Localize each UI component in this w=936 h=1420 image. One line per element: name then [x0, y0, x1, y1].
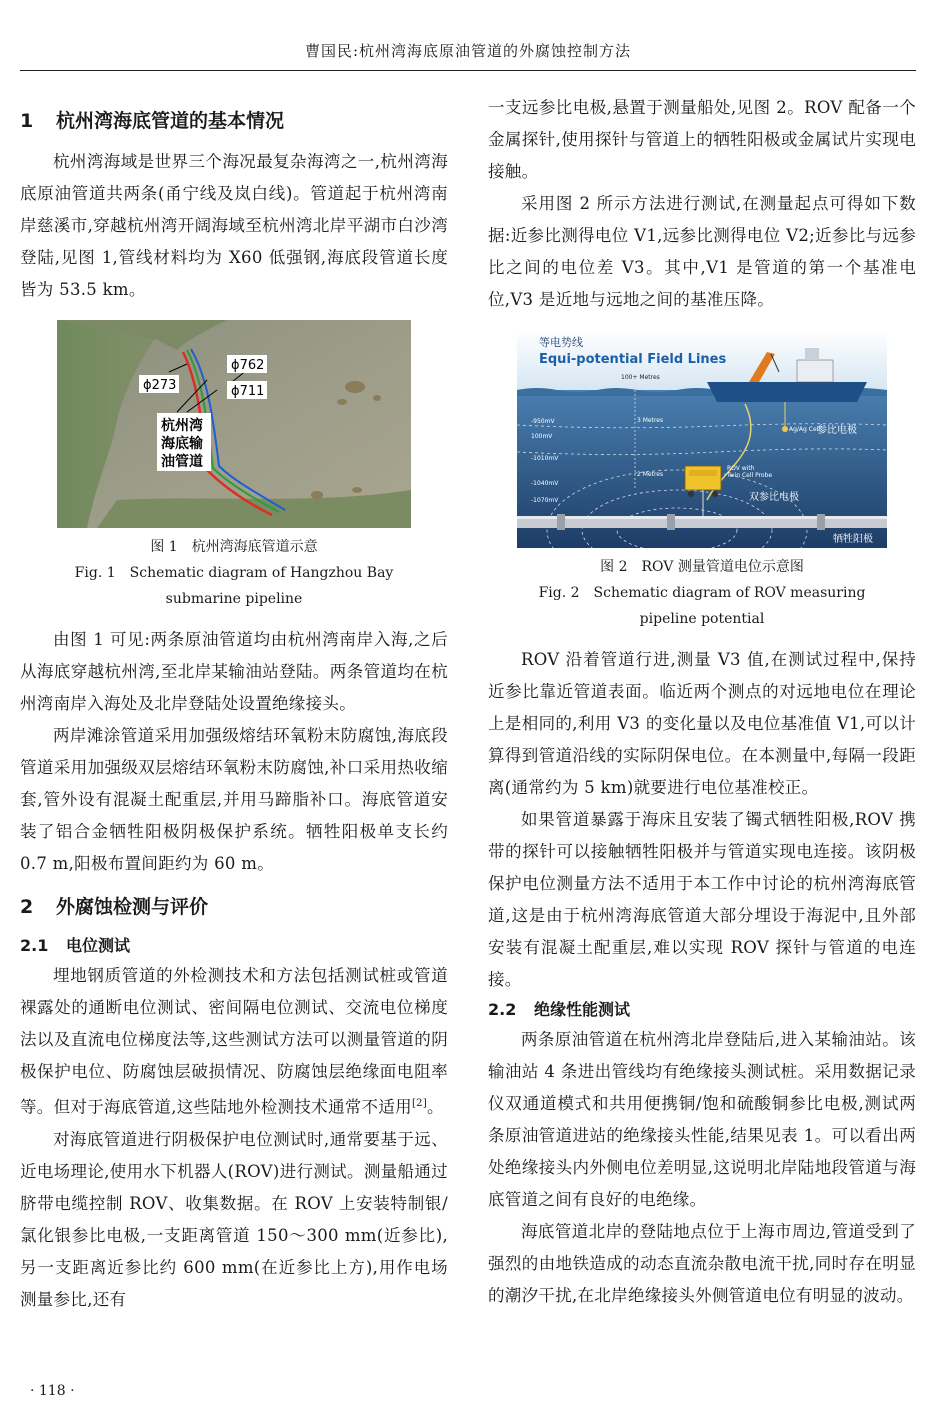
subsection-title: 电位测试	[66, 936, 131, 955]
section-1-heading	[20, 106, 448, 136]
running-header: 曹国民:杭州湾海底原油管道的外腐蚀控制方法	[304, 42, 632, 60]
paragraph: 对海底管道进行阴极保护电位测试时,通常要基于远、近电场理论,使用水下机器人(ROV)进行测试。测量船通过脐带电缆控制 ROV、收集数据。在 ROV 上安装特制银/氯化银参比电极,一支距离管道 150～300 mm(近参比),另一支距离近参比约 600 mm(在近参比上方),用作电场测量参比,还有	[20, 1129, 448, 1309]
label-phi762: ϕ762	[231, 358, 265, 373]
page-number: · 118 ·	[30, 1383, 75, 1399]
label-phi273: ϕ273	[143, 378, 177, 393]
figure-1-caption-cn: 图 1 杭州湾海底管道示意	[150, 539, 318, 555]
figure-2-caption-en: Fig. 2 Schematic diagram of ROV measuring pipeline potential	[538, 585, 866, 627]
mv-label: -1010mV	[531, 455, 559, 462]
anode-label: 牺牲阳极	[833, 534, 873, 545]
depth-label: 100+ Metres	[621, 374, 660, 381]
figure-2-caption-cn: 图 2 ROV 测量管道电位示意图	[600, 559, 804, 575]
m-label: 3 Metres	[637, 417, 664, 424]
label-phi711: ϕ711	[231, 384, 265, 399]
paragraph: 两条原油管道在杭州湾北岸登陆后,进入某输油站。该输油站 4 条进出管线均有绝缘接头测试桩。采用数据记录仪双通道模式和共用便携铜/饱和硫酸铜参比电极,测试两条原油管道进站的绝缘接头性能,结果见表 1。可以看出两处绝缘接头内外侧电位差明显,这说明北岸陆地段管道与海底管道之间有良好的电绝缘。	[488, 1030, 916, 1209]
subsection-number: 2.1	[20, 936, 49, 955]
paragraph: 一支远参比电极,悬置于测量船处,见图 2。ROV 配备一个金属探针,使用探针与管道上的牺牲阳极或金属试片实现电接触。	[488, 98, 916, 181]
rov-label: ROV with	[727, 465, 755, 472]
map-box-line: 海底输	[161, 436, 203, 452]
left-column	[20, 92, 448, 1316]
m-label: 100mV	[531, 433, 553, 440]
figure-1-map	[57, 320, 411, 528]
mv-label: -950mV	[531, 418, 555, 425]
subsection-2-2-heading	[488, 996, 916, 1024]
m-label: 2 Metres	[637, 471, 664, 478]
paragraph-text: 埋地钢质管道的外检测技术和方法包括测试桩或管道裸露处的通断电位测试、密间隔电位测试、交流电位梯度法以及直流电位梯度法等,这些测试方法可以测量管道的阴极保护电位、防腐蚀层破损情况、防腐蚀层绝缘面电阻率等。但对于海底管道,这些陆地外检测技术通常不适用	[20, 966, 448, 1117]
subsection-2-1-heading	[20, 932, 448, 960]
paragraph: ROV 沿着管道行进,测量 V3 值,在测试过程中,保持近参比靠近管道表面。临近两个测点的对远地电位在理论上是相同的,利用 V3 的变化量以及电位基准值 V1,可以计算得到管道沿线的实际阴保电位。在本测量中,每隔一段距离(通常约为 5 km)就要进行电位基准校正。	[488, 650, 916, 797]
section-title: 杭州湾海底管道的基本情况	[56, 110, 285, 132]
section-2-heading	[20, 892, 448, 922]
paragraph: 海底管道北岸的登陆地点位于上海市周边,管道受到了强烈的由地铁造成的动态直流杂散电流干扰,同时存在明显的潮汐干扰,在北岸绝缘接头外侧管道电位有明显的波动。	[488, 1222, 916, 1305]
far-ref-label: 参比电极	[817, 425, 857, 436]
rov-label: Twin Cell Probe	[727, 472, 773, 479]
legend-title-cn: 等电势线	[539, 336, 583, 349]
map-box-line: 油管道	[161, 454, 203, 470]
rov-body	[685, 466, 721, 490]
paragraph: 由图 1 可见:两条原油管道均由杭州湾南岸入海,之后从海底穿越杭州湾,至北岸某输油站登陆。两条管道均在杭州湾南岸入海处及北岸登陆处设置绝缘接头。	[20, 630, 448, 713]
figure-2-diagram	[517, 330, 887, 548]
rov-field-diagram	[517, 330, 887, 548]
mv-label: -1070mV	[531, 497, 559, 504]
survey-ship-hull	[707, 382, 867, 402]
paragraph: 两岸滩涂管道采用加强级熔结环氧粉末防腐蚀,海底段管道采用加强级双层熔结环氧粉末防腐蚀,补口采用热收缩套,管外设有混凝土配重层,并用马蹄脂补口。海底管道安装了铝合金牺牲阳极阴极保护系统。牺牲阳极单支长约 0.7 m,阳极布置间距约为 60 m。	[20, 726, 448, 873]
header-rule	[20, 70, 916, 71]
subsection-title: 绝缘性能测试	[534, 1000, 631, 1019]
mv-label: -1040mV	[531, 480, 559, 487]
citation-ref: [2]	[411, 1098, 428, 1109]
paragraph: 杭州湾海域是世界三个海况最复杂海湾之一,杭州湾海底原油管道共两条(甬宁线及岚白线)。管道起于杭州湾南岸慈溪市,穿越杭州湾开阔海域至杭州湾北岸平湖市白沙湾登陆,见图 1,管线材料均为 X60 低强钢,海底段管道长度皆为 53.5 km。	[20, 152, 448, 299]
paragraph: 如果管道暴露于海床且安装了镯式牺牲阳极,ROV 携带的探针可以接触牺牲阳极并与管道实现电连接。该阴极保护电位测量方法不适用于本工作中讨论的杭州湾海底管道,这是由于杭州湾海底管道大部分埋设于海泥中,且外部安装有混凝土配重层,难以实现 ROV 探针与管道的电连接。	[488, 810, 916, 989]
right-column	[488, 92, 916, 1312]
figure-1-caption-en: Fig. 1 Schematic diagram of Hangzhou Bay submarine pipeline	[74, 565, 394, 607]
paragraph-end: 。	[427, 1097, 444, 1117]
section-title: 外腐蚀检测与评价	[56, 896, 209, 918]
paragraph: 采用图 2 所示方法进行测试,在测量起点可得如下数据:近参比测得电位 V1,远参比测得电位 V2;近参比与远参比之间的电位差 V3。其中,V1 是管道的第一个基准电位,V3 是近地与远地之间的基准压降。	[488, 194, 916, 309]
legend-title-en: Equi-potential Field Lines	[539, 352, 727, 367]
paragraph	[20, 960, 448, 1124]
twin-ref-label: 双参比电极	[749, 492, 799, 503]
section-number: 2	[20, 896, 34, 918]
map-box-line: 杭州湾	[161, 418, 203, 434]
subsection-number: 2.2	[488, 1000, 517, 1019]
satellite-map-image	[57, 320, 411, 528]
agcl-cell-label: Ag/Ag Cell	[789, 426, 820, 433]
section-number: 1	[20, 110, 34, 132]
